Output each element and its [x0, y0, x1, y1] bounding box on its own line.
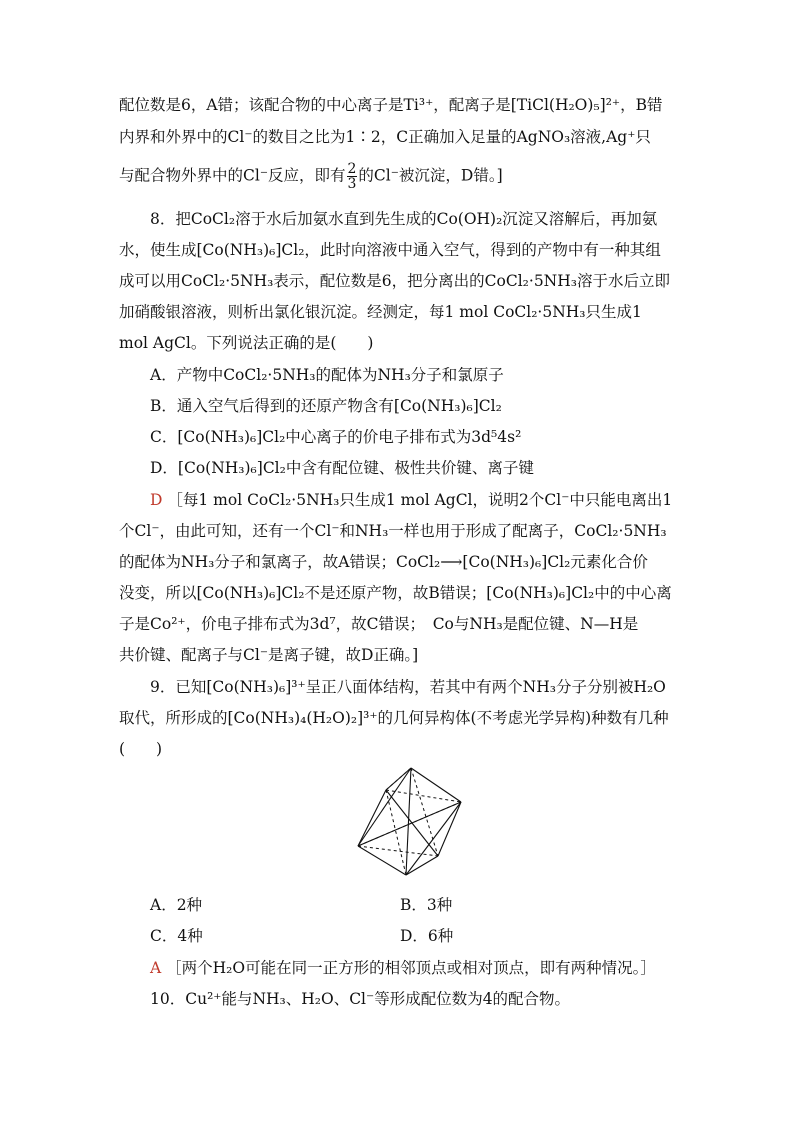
edge-dashed — [386, 790, 461, 802]
q8-option-c: C．[Co(NH₃)₆]Cl₂中心离子的价电子排布式为3d⁵4s² — [150, 428, 522, 446]
q8-line-4: 加硝酸银溶液，则析出氯化银沉淀。经测定，每1 mol CoCl₂·5NH₃只生成1 — [119, 303, 642, 321]
q9-line-2: 取代，所形成的[Co(NH₃)₄(H₂O)₂]³⁺的几何异构体(不考虑光学异构)种数有几种 — [119, 709, 669, 727]
edge-solid — [406, 802, 461, 875]
q9-line-3: ( ) — [119, 740, 163, 758]
q10-line-1: 10．Cu²⁺能与NH₃、H₂O、Cl⁻等形成配位数为4的配合物。 — [150, 990, 571, 1008]
q8-line-3: 成可以用CoCl₂·5NH₃表示，配位数是6，把分离出的CoCl₂·5NH₃溶于水后立即 — [119, 272, 670, 290]
edge-solid — [386, 790, 438, 856]
q9-explanation — [150, 959, 656, 978]
fraction-two-thirds: $\frac{2}{3}$ — [347, 161, 357, 192]
text-line-3 — [119, 162, 503, 191]
text-line-2: 内界和外界中的Cl⁻的数目之比为1∶2，C正确加入足量的AgNO₃溶液,Ag⁺只 — [119, 128, 651, 146]
q9-option-c: C．4种 — [150, 927, 203, 945]
text-line-3-after: 的Cl⁻被沉淀，D错。] — [358, 166, 503, 185]
text-line-1: 配位数是6，A错；该配合物的中心离子是Ti³⁺，配离子是[TiCl(H₂O)₅]²⁺，B错 — [119, 96, 663, 114]
q8-option-b: B．通入空气后得到的还原产物含有[Co(NH₃)₆]Cl₂ — [150, 397, 502, 415]
edge-dashed — [358, 846, 438, 856]
q8-line-2: 水，使生成[Co(NH₃)₆]Cl₂，此时向溶液中通入空气，得到的产物中有一种其组 — [119, 241, 661, 259]
text-line-3-before: 与配合物外界中的Cl⁻反应，即有 — [119, 166, 346, 185]
q8-option-d: D．[Co(NH₃)₆]Cl₂中含有配位键、极性共价键、离子键 — [150, 459, 534, 477]
q8-explanation-4: 没变，所以[Co(NH₃)₆]Cl₂不是还原产物，故B错误；[Co(NH₃)₆]Cl₂中的中心离 — [119, 584, 672, 602]
q8-explanation-1-text: ［每1 mol CoCl₂·5NH₃只生成1 mol AgCl，说明2个Cl⁻中只能电离出1 — [167, 491, 673, 509]
q9-line-1: 9．已知[Co(NH₃)₆]³⁺呈正八面体结构，若其中有两个NH₃分子分别被H₂O — [150, 678, 666, 696]
q8-explanation-1 — [150, 491, 672, 510]
q8-answer-letter: D — [150, 491, 163, 509]
edge-solid — [358, 790, 386, 846]
octahedron-diagram — [350, 762, 480, 888]
q8-explanation-3: 的配体为NH₃分子和氯离子，故A错误；CoCl₂⟶[Co(NH₃)₆]Cl₂元素化合价 — [119, 553, 648, 571]
q9-option-b: B．3种 — [400, 896, 453, 914]
q9-explanation-text: ［两个H₂O可能在同一正方形的相邻顶点或相对顶点，即有两种情况。］ — [166, 959, 656, 977]
q8-explanation-2: 个Cl⁻，由此可知，还有一个Cl⁻和NH₃一样也用于形成了配离子，CoCl₂·5NH₃ — [119, 522, 667, 540]
q8-line-5: mol AgCl。下列说法正确的是( ) — [119, 334, 374, 352]
q8-explanation-6: 共价键、配离子与Cl⁻是离子键，故D正确。] — [119, 646, 419, 664]
q8-line-1: 8．把CoCl₂溶于水后加氨水直到先生成的Co(OH)₂沉淀又溶解后，再加氨 — [150, 210, 658, 228]
q8-explanation-5: 子是Co²⁺，价电子排布式为3d⁷，故C错误； Co与NH₃是配位键、N—H是 — [119, 615, 639, 633]
q9-answer-letter: A — [150, 959, 162, 977]
edge-dashed — [411, 768, 438, 856]
q9-option-a: A．2种 — [150, 896, 203, 914]
q8-option-a: A．产物中CoCl₂·5NH₃的配体为NH₃分子和氯原子 — [150, 366, 504, 384]
edge-solid — [406, 856, 438, 875]
edge-solid — [411, 768, 461, 802]
edge-solid — [358, 846, 406, 875]
q9-option-d: D．6种 — [400, 927, 454, 945]
